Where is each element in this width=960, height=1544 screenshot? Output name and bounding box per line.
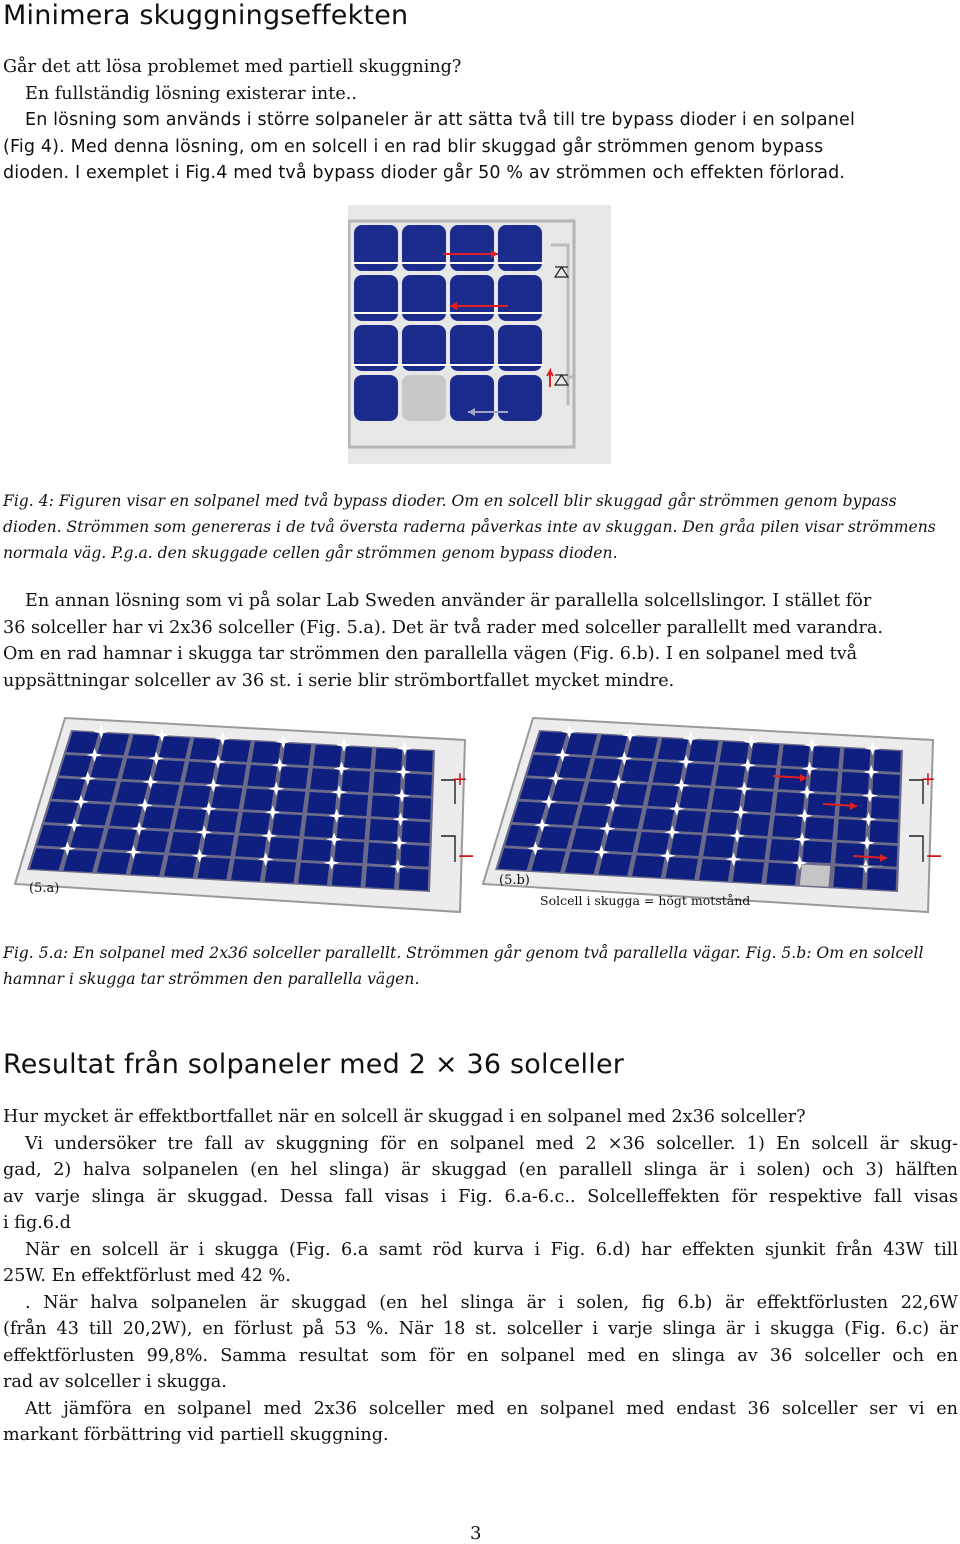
solar-cell (109, 805, 142, 827)
solar-cell (404, 774, 432, 796)
solar-cell (365, 866, 395, 888)
solar-cell (179, 785, 210, 807)
solar-cell (313, 745, 342, 767)
solar-cell (833, 866, 863, 888)
solar-cell (837, 819, 866, 841)
solar-cell (337, 817, 367, 839)
solar-cell (874, 750, 901, 772)
text-line: dioden. I exemplet i Fig.4 med två bypass dioder går 50 % av strömmen och effekten förlorad. (3, 163, 846, 183)
solar-cell (235, 836, 266, 858)
solar-cell (679, 787, 710, 809)
solar-cell (743, 790, 773, 812)
solar-cell (310, 768, 339, 790)
para2-text (3, 588, 883, 694)
solar-cell (148, 783, 180, 805)
section-title-2: Resultat från solpaneler med 2 × 36 solceller (3, 1049, 625, 1080)
solar-cell (666, 857, 698, 879)
solar-cell (637, 832, 669, 854)
text-line: Går det att lösa problemet med partiell skuggning? (3, 57, 462, 77)
solar-cell (616, 783, 648, 805)
solar-cell (871, 797, 899, 819)
solar-cell (835, 843, 865, 865)
shaded-cell (800, 864, 830, 886)
solar-cell (577, 805, 610, 827)
solar-cell (97, 852, 131, 874)
solar-cell (498, 275, 542, 321)
solar-cell (354, 375, 398, 421)
solar-cell (812, 747, 840, 769)
solar-cell (747, 767, 777, 789)
solar-cell (805, 817, 835, 839)
solar-cell (174, 809, 206, 831)
fig5b-label: (5.b) (499, 873, 530, 888)
solar-cell (843, 748, 871, 770)
solar-cell (769, 839, 799, 861)
solar-cell (375, 748, 403, 770)
solar-cell (450, 225, 494, 271)
solar-cell (190, 738, 221, 760)
solar-cell (740, 814, 770, 836)
solar-cell (872, 774, 900, 796)
solar-cell (334, 841, 364, 863)
solar-cell (750, 743, 779, 765)
solar-cell (153, 760, 184, 782)
solar-cell (402, 821, 431, 843)
solar-cell (647, 785, 678, 807)
solar-cell (339, 794, 368, 816)
solar-cell (670, 834, 702, 856)
fig5a-label: (5.a) (29, 881, 60, 896)
text-line: En fullständig lösning existerar inte.. (25, 83, 357, 104)
plus-terminal-a: + (452, 768, 468, 790)
solar-cell (275, 790, 305, 812)
caption-line: hamnar i skugga tar strömmen den parallella vägen. (3, 970, 420, 988)
solar-cell (599, 854, 632, 876)
solar-cell (402, 225, 446, 271)
solar-cell (675, 810, 706, 832)
solar-cell (627, 737, 658, 759)
solar-cell (689, 740, 719, 762)
solar-cell (699, 859, 731, 881)
solar-cell (122, 758, 154, 780)
text-line: markant förbättring vid partiell skuggning. (3, 1425, 389, 1445)
fig5-panels-drawing (5, 716, 958, 916)
solar-cell (802, 841, 832, 863)
solar-cell (604, 830, 637, 852)
solar-cell (207, 810, 238, 832)
solar-cell (198, 857, 230, 879)
solar-cell (642, 809, 674, 831)
solar-cell (719, 742, 749, 764)
solar-cell (268, 837, 299, 859)
solar-cell (63, 850, 97, 872)
solar-cell (371, 795, 400, 817)
text-line: Hur mycket är effektbortfallet när en solcell är skuggad i en solpanel med 2x36 solceller? (3, 1107, 806, 1127)
solar-cell (77, 803, 110, 825)
section2-text (3, 1104, 958, 1449)
solar-cell (610, 807, 642, 829)
solar-cell (202, 834, 234, 856)
solar-cell (867, 868, 896, 890)
solar-cell (128, 735, 159, 757)
solar-cell (239, 812, 270, 834)
solar-cell (231, 859, 263, 881)
solar-cell (131, 854, 164, 876)
plus-terminal-b: + (920, 768, 936, 790)
page-number: 3 (470, 1523, 482, 1544)
solar-cell (103, 828, 136, 850)
text-line: När en solcell är i skugga (Fig. 6.a samt röd kurva i Fig. 6.d) har effekten sjunkit från 43W till (25, 1239, 958, 1260)
text-line: i fig.6.d (3, 1213, 71, 1233)
solar-cell (279, 767, 309, 789)
fig5-caption (3, 940, 924, 992)
text-line: En lösning som används i större solpaneler är att sätta två till tre bypass dioder i en solpanel (25, 110, 855, 130)
text-line: (Fig 4). Med denna lösning, om en solcell i en rad blir skuggad går strömmen genom bypass (3, 136, 824, 157)
solar-cell (772, 816, 802, 838)
solar-cell (70, 827, 104, 849)
solar-cell (703, 836, 734, 858)
solar-cell (185, 762, 216, 784)
solar-cell (403, 797, 431, 819)
minus-terminal-b: − (925, 844, 944, 869)
fig5-panels (5, 716, 958, 916)
solar-cell (247, 765, 277, 787)
solar-cell (399, 868, 428, 890)
solar-cell (707, 812, 738, 834)
solar-cell (406, 750, 433, 772)
solar-cell (653, 762, 684, 784)
text-line: Att jämföra en solpanel med 2x36 solceller med en solpanel med endast 36 solceller ser vi en (25, 1398, 958, 1419)
solar-cell (590, 758, 622, 780)
solar-cell (298, 863, 329, 885)
text-line: rad av solceller i skugga. (3, 1372, 227, 1392)
solar-cell (400, 844, 429, 866)
solar-cell (282, 743, 311, 765)
minus-terminal-a: − (457, 844, 476, 869)
text-line: Vi undersöker tre fall av skuggning för en solpanel med 2 ×36 solceller. 1) En solcell är skug- (25, 1133, 958, 1154)
solar-cell (450, 275, 494, 321)
solar-cell (766, 863, 797, 885)
solar-cell (354, 225, 398, 271)
solar-cell (301, 839, 331, 861)
solar-cell (571, 828, 604, 850)
solar-cell (545, 803, 578, 825)
text-line: . När halva solpanelen är skuggad (en hel slinga är i solen, fig 6.b) är effektförlusten 22,6W (25, 1292, 958, 1313)
solar-cell (684, 763, 714, 785)
solar-cell (344, 747, 372, 769)
solar-cell (367, 843, 397, 865)
solar-cell (809, 770, 838, 792)
solar-cell (354, 275, 398, 321)
solar-cell (584, 782, 616, 804)
solar-cell (596, 735, 627, 757)
caption-line: Fig. 5.a: En solpanel med 2x36 solceller parallellt. Strömmen går genom två parallella vägar. Fig. 5.b: Om en solcell (3, 944, 924, 962)
text-line: effektförlusten 99,8%. Samma resultat som för en solpanel med en slinga av 36 solceller och en (3, 1345, 958, 1366)
text-line: Om en rad hamnar i skugga tar strömmen den parallella vägen (Fig. 6.b). I en solpanel med två (3, 644, 858, 664)
solar-cell (265, 861, 296, 883)
solar-cell (733, 861, 764, 883)
text-line: gad, 2) halva solpanelen (en hel slinga) är skuggad (en parallell slinga är i solen) och 3) hälften (3, 1160, 958, 1180)
solar-cell (307, 792, 337, 814)
caption-line: normala väg. P.g.a. den skuggade cellen går strömmen genom bypass dioden. (3, 544, 618, 562)
caption-line: dioden. Strömmen som genereras i de två översta raderna påverkas inte av skuggan. Den gråa pilen visar strömmens (3, 518, 936, 536)
text-line: uppsättningar solceller av 36 st. i serie blir strömbortfallet mycket mindre. (3, 670, 675, 691)
text-line: 25W. En effektförlust med 42 %. (3, 1266, 291, 1286)
solar-cell (775, 792, 805, 814)
solar-cell (341, 770, 370, 792)
section-title-1: Minimera skuggningseffekten (3, 0, 409, 31)
text-line: (från 43 till 20,2W), en förlust på 53 %. När 18 st. solceller i varje slinga är i skugga (Fig. 6.c) är (3, 1319, 958, 1339)
solar-cell (715, 765, 745, 787)
solar-cell (402, 275, 446, 321)
solar-cell (116, 782, 148, 804)
fig4-solar-panel (348, 205, 611, 464)
solar-cell (498, 225, 542, 271)
solar-cell (711, 789, 741, 811)
shaded-cell (402, 375, 446, 421)
solar-cell (870, 821, 899, 843)
solar-cell (136, 830, 169, 852)
solar-cell (272, 814, 302, 836)
solar-cell (332, 864, 362, 886)
solar-cell (221, 740, 251, 762)
text-line: En annan lösning som vi på solar Lab Sweden använder är parallella solcellslingor. I stället för (25, 591, 872, 611)
solar-cell (142, 807, 174, 829)
solar-cell (373, 772, 401, 794)
solar-cell (565, 852, 599, 874)
solar-cell (841, 772, 869, 794)
solar-cell (304, 816, 334, 838)
solar-cell (531, 850, 565, 872)
solar-cell (369, 819, 398, 841)
solar-cell (498, 375, 542, 421)
solar-cell (211, 787, 242, 809)
caption-line: Fig. 4: Figuren visar en solpanel med två bypass dioder. Om en solcell blir skuggad går strömmen genom bypass (3, 492, 897, 510)
text-line: av varje slinga är skuggad. Dessa fall visas i Fig. 6.a-6.c.. Solcelleffekten för respektive fall visas (3, 1186, 958, 1207)
fig4-caption (3, 488, 936, 566)
solar-cell (621, 760, 652, 782)
solar-cell (781, 745, 810, 767)
text-line: 36 solceller har vi 2x36 solceller (Fig. 5.a). Det är två rader med solceller parallellt med varandra. (3, 617, 883, 638)
shade-label: Solcell i skugga = högt motstånd (540, 893, 751, 908)
fig4-panel-drawing (348, 205, 611, 464)
solar-cell (538, 827, 572, 849)
solar-cell (658, 738, 689, 760)
section1-text (3, 54, 958, 187)
solar-cell (169, 832, 201, 854)
solar-cell (243, 789, 273, 811)
solar-cell (632, 855, 665, 877)
solar-cell (159, 737, 190, 759)
solar-cell (251, 742, 281, 764)
solar-cell (216, 763, 246, 785)
solar-cell (164, 855, 197, 877)
solar-cell (736, 837, 767, 859)
